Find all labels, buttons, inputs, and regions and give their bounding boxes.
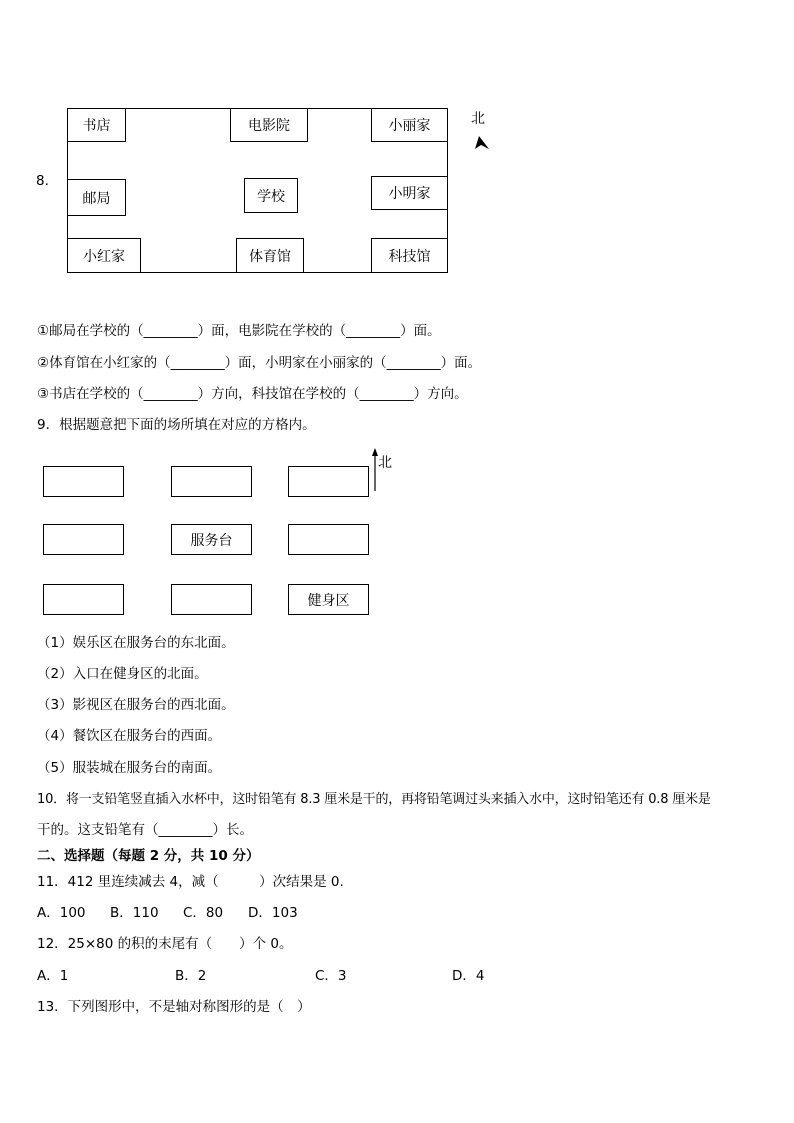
map-gym: 体育馆 [236,238,304,273]
grid-cell-s [171,584,252,615]
map-bookstore: 书店 [67,108,126,142]
q9-clue-4: （4）餐饮区在服务台的西面。 [37,728,222,744]
grid-cell-sw [43,584,124,615]
q9-north-label: 北 [378,455,392,471]
map-xiaoming-home: 小明家 [371,176,448,210]
q8-item-1: ①邮局在学校的（________）面，电影院在学校的（________）面。 [37,323,441,339]
q12-question: 12．25×80 的积的末尾有（ ）个 0。 [37,936,293,952]
q9-clue-2: （2）入口在健身区的北面。 [37,666,208,682]
q10-line-1: 10．将一支铅笔竖直插入水杯中，这时铅笔有 8.3 厘米是干的，再将铅笔调过头来插入水中，这时铅笔还有 0.8 厘米是 [37,792,711,807]
map-post-office: 邮局 [67,179,126,216]
q8-item-2: ②体育馆在小红家的（________）面，小明家在小丽家的（________）面。 [37,355,482,371]
q11-option-b: B．110 [110,905,159,921]
q10-line-2: 干的。这支铅笔有（________）长。 [37,822,253,838]
grid-cell-ne [288,466,369,497]
grid-cell-fitness: 健身区 [288,584,369,615]
grid-cell-e [288,524,369,555]
q11-option-a: A．100 [37,905,86,921]
q11-option-d: D．103 [248,905,298,921]
grid-cell-w [43,524,124,555]
q8-item-3: ③书店在学校的（________）方向，科技馆在学校的（________）方向。 [37,386,468,402]
q12-option-a: A．1 [37,968,69,984]
north-arrow-icon [472,134,492,152]
q11-question: 11．412 里连续减去 4，减（ ）次结果是 0. [37,874,344,890]
map-school: 学校 [244,178,298,213]
map-museum: 科技馆 [371,238,448,273]
q12-option-b: B．2 [175,968,207,984]
map-north-label: 北 [471,111,485,127]
map-xiaoli-home: 小丽家 [371,108,448,142]
grid-cell-n [171,466,252,497]
grid-cell-service-desk: 服务台 [171,524,252,555]
map-xiaohong-home: 小红家 [67,238,141,273]
map-cinema: 电影院 [230,108,308,142]
q12-option-c: C．3 [315,968,347,984]
q9-prompt: 9．根据题意把下面的场所填在对应的方格内。 [37,417,316,433]
section-title: 二、选择题（每题 2 分，共 10 分） [37,848,260,864]
q13-question: 13．下列图形中，不是轴对称图形的是（ ） [37,999,311,1015]
grid-cell-nw [43,466,124,497]
q11-option-c: C．80 [183,905,224,921]
question-number-8: 8. [36,173,49,189]
q9-clue-1: （1）娱乐区在服务台的东北面。 [37,635,235,651]
q12-option-d: D．4 [452,968,485,984]
q9-clue-3: （3）影视区在服务台的西北面。 [37,697,235,713]
q9-clue-5: （5）服装城在服务台的南面。 [37,760,222,776]
